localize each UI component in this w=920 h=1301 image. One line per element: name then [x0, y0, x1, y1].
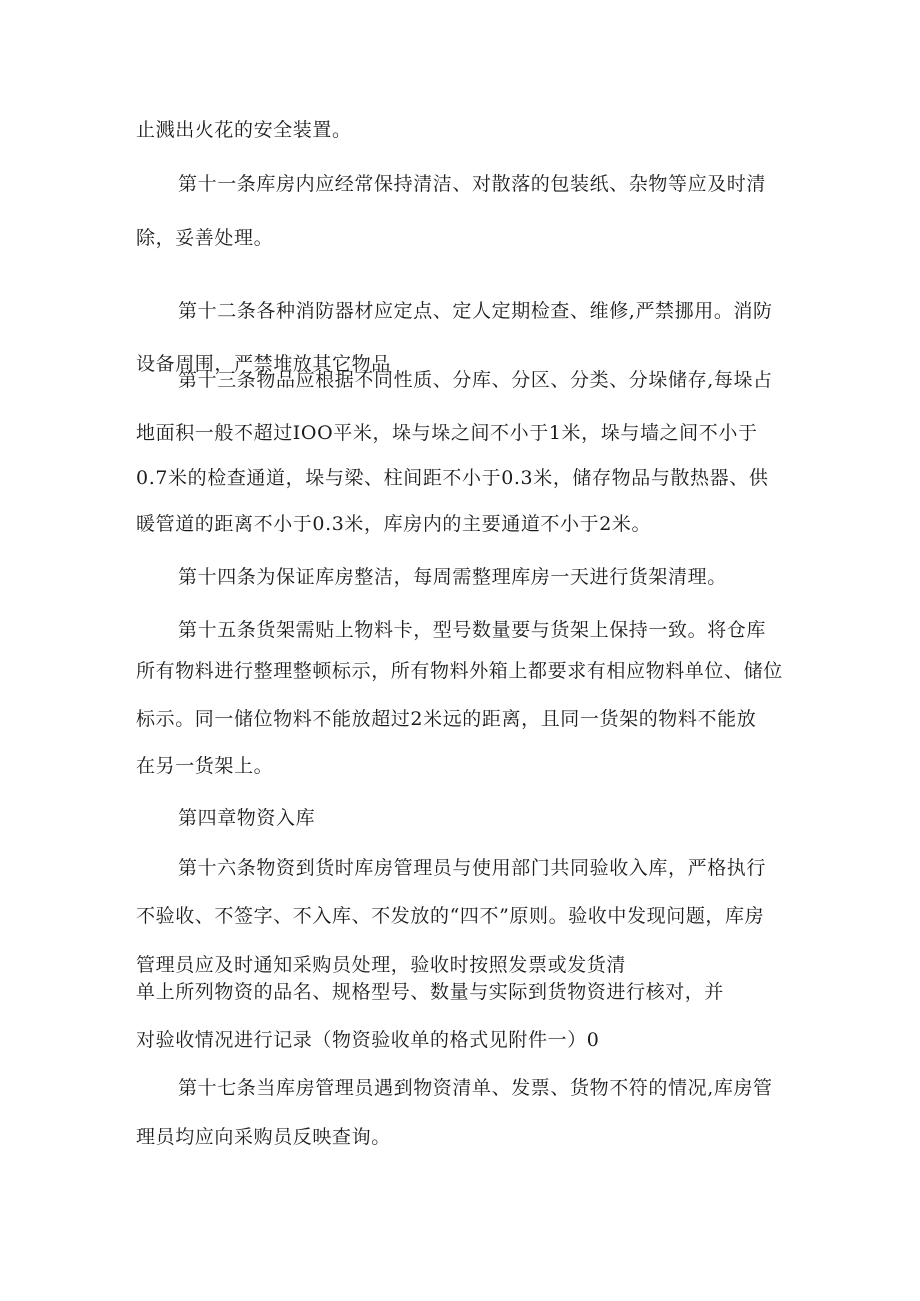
article-16-line-5: 对验收情况进行记录（物资验收单的格式见附件一）0	[136, 1029, 600, 1051]
article-15-line-1: 第十五条货架需贴上物料卡，型号数量要与货架上保持一致。将仓库	[178, 619, 767, 641]
article-16-line-1: 第十六条物资到货时库房管理员与使用部门共同验收入库，严格执行	[178, 857, 767, 879]
article-13-line-1: 第十三条物品应根据不同性质、分库、分区、分类、分垛储存,每垛占	[178, 369, 773, 391]
article-12-line-2: 设备周围，严禁堆放其它物品	[136, 353, 391, 375]
article-17-line-2: 理员均应向采购员反映查询。	[136, 1126, 391, 1148]
article-16-line-3: 管理员应及时通知采购员处理，验收时按照发票或发货清	[136, 954, 627, 976]
article-13-line-4: 暖管道的距离不小于0.3米，库房内的主要通道不小于2米。	[136, 513, 652, 535]
article-11-line-2: 除，妥善处理。	[136, 227, 274, 249]
article-15-line-4: 在另一货架上。	[136, 755, 274, 777]
article-12-line-1: 第十二条各种消防器材应定点、定人定期检查、维修,严禁挪用。消防	[178, 300, 773, 322]
article-15-line-2: 所有物料进行整理整顿标示，所有物料外箱上都要求有相应物料单位、储位	[136, 660, 783, 682]
article-16-line-2: 不验收、不签字、不入库、不发放的“四不”原则。验收中发现问题，库房	[136, 905, 765, 927]
article-17-line-1: 第十七条当库房管理员遇到物资清单、发票、货物不符的情况,库房管	[178, 1077, 773, 1099]
text-line: 止溅出火花的安全装置。	[136, 119, 352, 141]
article-11-line-1: 第十一条库房内应经常保持清洁、对散落的包装纸、杂物等应及时清	[178, 173, 767, 195]
chapter-4-heading: 第四章物资入库	[178, 807, 316, 829]
article-16-line-4: 单上所列物资的品名、规格型号、数量与实际到货物资进行核对，并	[136, 981, 725, 1003]
article-15-line-3: 标示。同一储位物料不能放超过2米远的距离，且同一货架的物料不能放	[136, 708, 757, 730]
article-13-line-2: 地面积一般不超过IOO平米，垛与垛之间不小于1米，垛与墙之间不小于	[136, 422, 758, 444]
article-13-line-3: 0.7米的检查通道，垛与梁、柱间距不小于0.3米，储存物品与散热器、供	[136, 467, 769, 489]
article-14-line-1: 第十四条为保证库房整洁，每周需整理库房一天进行货架清理。	[178, 566, 727, 588]
